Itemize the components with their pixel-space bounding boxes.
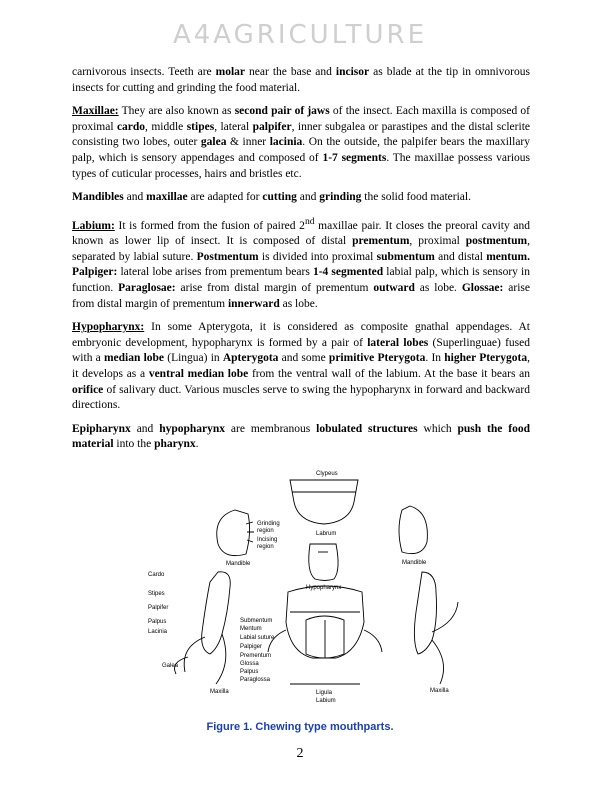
label-prementum: Prementum [240,653,272,659]
mouthparts-figure [140,462,470,712]
maxillae-paragraph: Maxillae: They are also known as second pair of jaws of the insect. Each maxilla is composed of proximal cardo, middle stipes, lateral palpifer, inner subgalea or parastipes and the distal sclerite consisting two lobes, outer galea & inner lacinia. On the outside, the palpifer bears the maxillary palp, which is sensory appendages and composed of 1-7 segments. The maxillae possess various types of cuticular processes, hairs and bristles etc. [72,105,531,180]
label-labial-palpus: Palpus [240,669,259,675]
label-clypeus: Clypeus [316,471,338,477]
label-galea: Galea [162,663,179,669]
intro-paragraph: carnivorous insects. Teeth are molar near the base and incisor as blade at the tip in omnivorous insects for cutting and grinding the food material. [72,66,530,94]
labium-heading: Labium: [72,219,115,232]
label-glossa: Glossa [240,661,259,667]
left-maxilla-shape [202,572,231,654]
label-grinding: Grinding [257,521,280,527]
figure-labels [148,471,449,704]
label-stipes: Stipes [148,591,165,597]
label-palpiger: Palpiger [240,644,263,650]
hypopharynx-heading: Hypopharynx: [72,321,145,334]
labium-paragraph: Labium: It is formed from the fusion of paired 2nd maxillae pair. It closes the preoral cavity and known as lower lip of insect. It is composed of distal prementum, proximal postmentum, separated by labial suture. Postmentum is divided into proximal submentum and distal mentum. Palpiger: lateral lobe arises from prementum bears 1-4 segmented labial palp, which is sensory in function. Paraglosae: arise from distal margin of prementum outward as lobe. Glossae: arise from distal margin of prementum innerward as lobe. [72,215,530,310]
label-incising: Incising [257,537,278,543]
mouthparts-diagram [140,462,470,712]
label-palpifer: Palpifer [148,605,169,611]
label-mentum: Mentum [240,626,262,632]
left-mandible-shape [217,510,250,556]
label-ligula: Ligula [316,690,333,696]
label-paraglossa: Paraglossa [240,677,271,683]
label-labrum: Labrum [316,531,337,537]
epipharynx-paragraph: Epipharynx and hypopharynx are membranous lobulated structures which push the food material into the pharynx. [72,422,530,451]
document-body [72,65,530,461]
label-lacinia: Lacinia [148,629,168,635]
hypopharynx-paragraph: Hypopharynx: In some Apterygota, it is considered as composite gnathal appendages. At embryonic development, hypopharynx is formed by a pair of lateral lobes (Superlinguae) fused with a median lobe (Lingua) in Apterygota and some primitive Pterygota. In higher Pterygota, it develops as a ventral median lobe from the ventral wall of the labium. At the base it bears an orifice of salivary duct. Various muscles serve to swing the hypopharynx in forward and backward directions. [72,321,531,412]
figure-caption: Figure 1. Chewing type mouthparts. [206,721,394,733]
label-mandible-right: Mandible [402,560,427,566]
label-hypopharynx: Hypopharynx [306,585,342,591]
page-number: 2 [296,746,304,761]
adapted-paragraph: Mandibles and maxillae are adapted for cutting and grinding the solid food material. [72,191,471,204]
watermark-logo: A4AGRICULTURE [172,20,428,50]
label-labial-suture: Labial suture [240,635,275,641]
hypopharynx-shape [309,544,338,581]
label-submentum: Submentum [240,618,273,624]
right-mandible-shape [399,506,427,554]
label-mandible-left: Mandible [226,561,251,567]
label-cardo: Cardo [148,572,165,578]
maxillae-heading: Maxillae: [72,105,119,118]
label-incising-region: region [257,544,274,550]
label-grinding-region: region [257,528,274,534]
labrum-shape [290,480,358,524]
label-maxilla-right: Maxilla [430,688,449,694]
label-palpus: Palpus [148,619,167,625]
label-maxilla-left: Maxilla [210,689,229,695]
label-labium: Labium [316,698,336,704]
